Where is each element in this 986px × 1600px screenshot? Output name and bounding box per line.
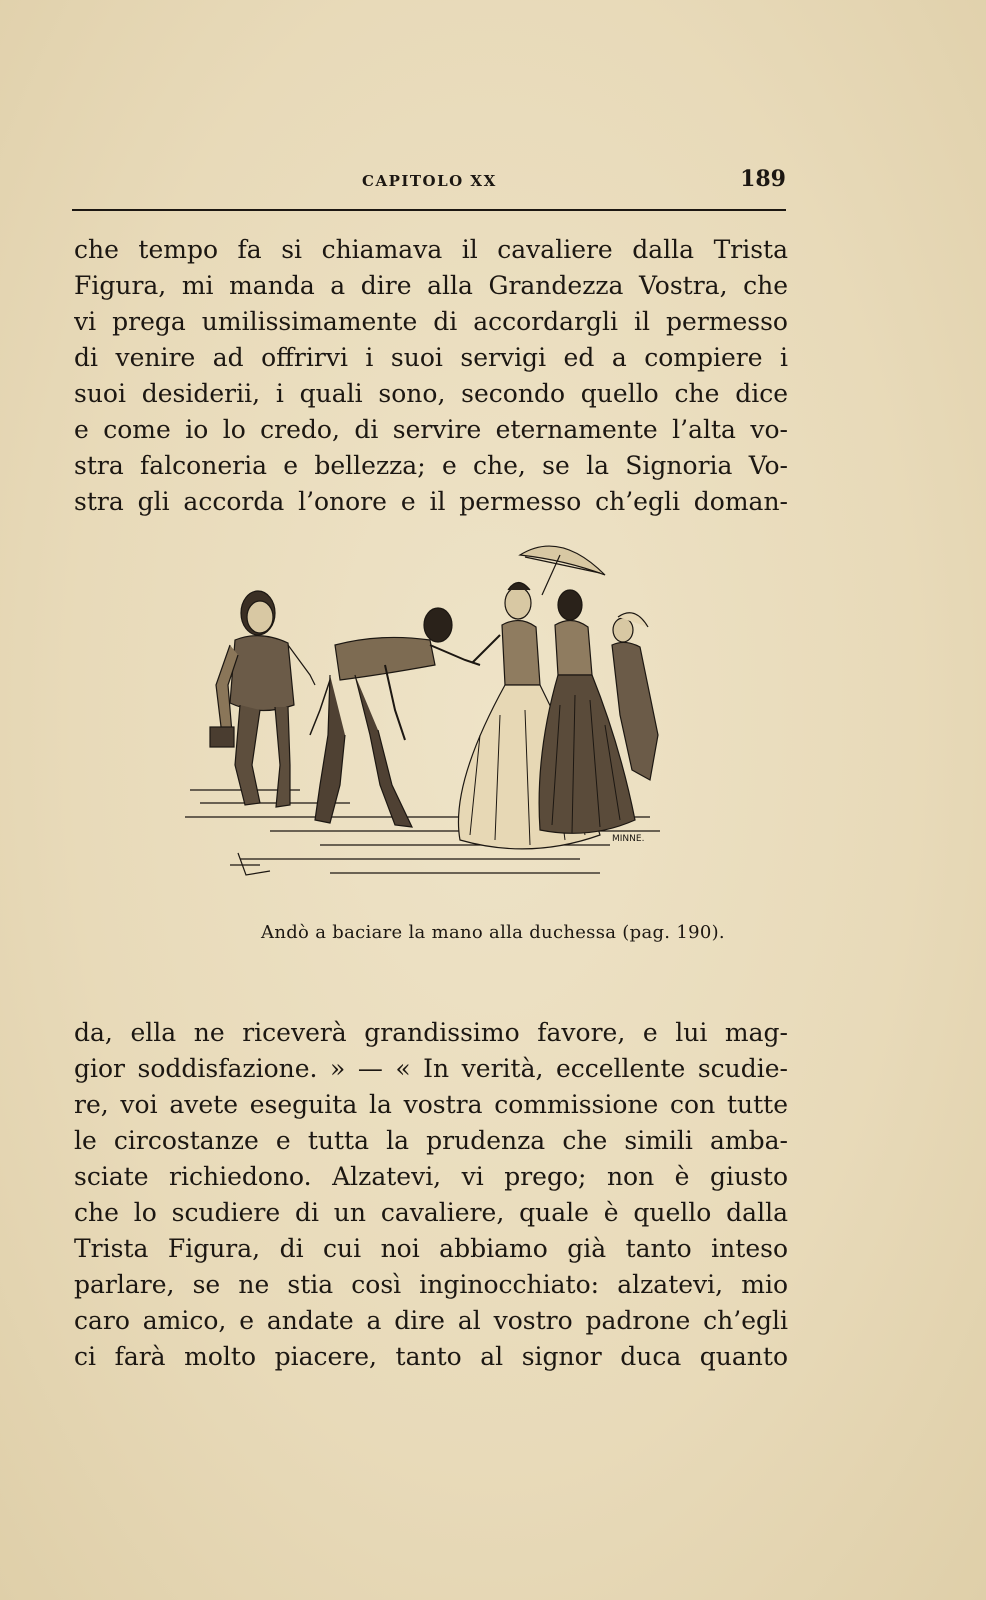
- text-line: da, ella ne riceverà grandissimo favore, e lui mag-: [74, 1018, 788, 1047]
- illustration-caption: Andò a baciare la mano alla duchessa (pag. 190).: [261, 922, 725, 943]
- text-line: le circostanze e tutta la prudenza che simili amba-: [74, 1126, 788, 1155]
- paragraph-top: [74, 232, 788, 520]
- page-header: [72, 166, 786, 196]
- text-line: e come io lo credo, di servire eternamente l’alta vo-: [74, 415, 788, 444]
- text-line: suoi desiderii, i quali sono, secondo quello che dice: [74, 379, 788, 408]
- text-line: stra gli accorda l’onore e il permesso ch’egli doman-: [74, 487, 788, 516]
- text-line: Trista Figura, di cui noi abbiamo già tanto inteso: [74, 1234, 788, 1263]
- page-number: 189: [740, 166, 786, 192]
- text-line: ci farà molto piacere, tanto al signor duca quanto: [74, 1342, 788, 1371]
- text-line: re, voi avete eseguita la vostra commissione con tutte: [74, 1090, 788, 1119]
- text-line: gior soddisfazione. » — « In verità, eccellente scudie-: [74, 1054, 788, 1083]
- text-line: parlare, se ne stia così inginocchiato: alzatevi, mio: [74, 1270, 788, 1299]
- artist-signature: MINNE.: [612, 834, 645, 844]
- header-rule: [72, 209, 786, 211]
- running-title: CAPITOLO XX: [362, 172, 497, 190]
- engraving-illustration: [180, 535, 680, 905]
- text-line: che lo scudiere di un cavaliere, quale è quello dalla: [74, 1198, 788, 1227]
- paragraph-bottom: [74, 1015, 788, 1375]
- text-line: che tempo fa si chiamava il cavaliere dalla Trista: [74, 235, 788, 264]
- text-line: Figura, mi manda a dire alla Grandezza Vostra, che: [74, 271, 788, 300]
- text-line: vi prega umilissimamente di accordargli il permesso: [74, 307, 788, 336]
- text-line: di venire ad offrirvi i suoi servigi ed a compiere i: [74, 343, 788, 372]
- text-line: stra falconeria e bellezza; e che, se la Signoria Vo-: [74, 451, 788, 480]
- text-line: caro amico, e andate a dire al vostro padrone ch’egli: [74, 1306, 788, 1335]
- text-line: sciate richiedono. Alzatevi, vi prego; non è giusto: [74, 1162, 788, 1191]
